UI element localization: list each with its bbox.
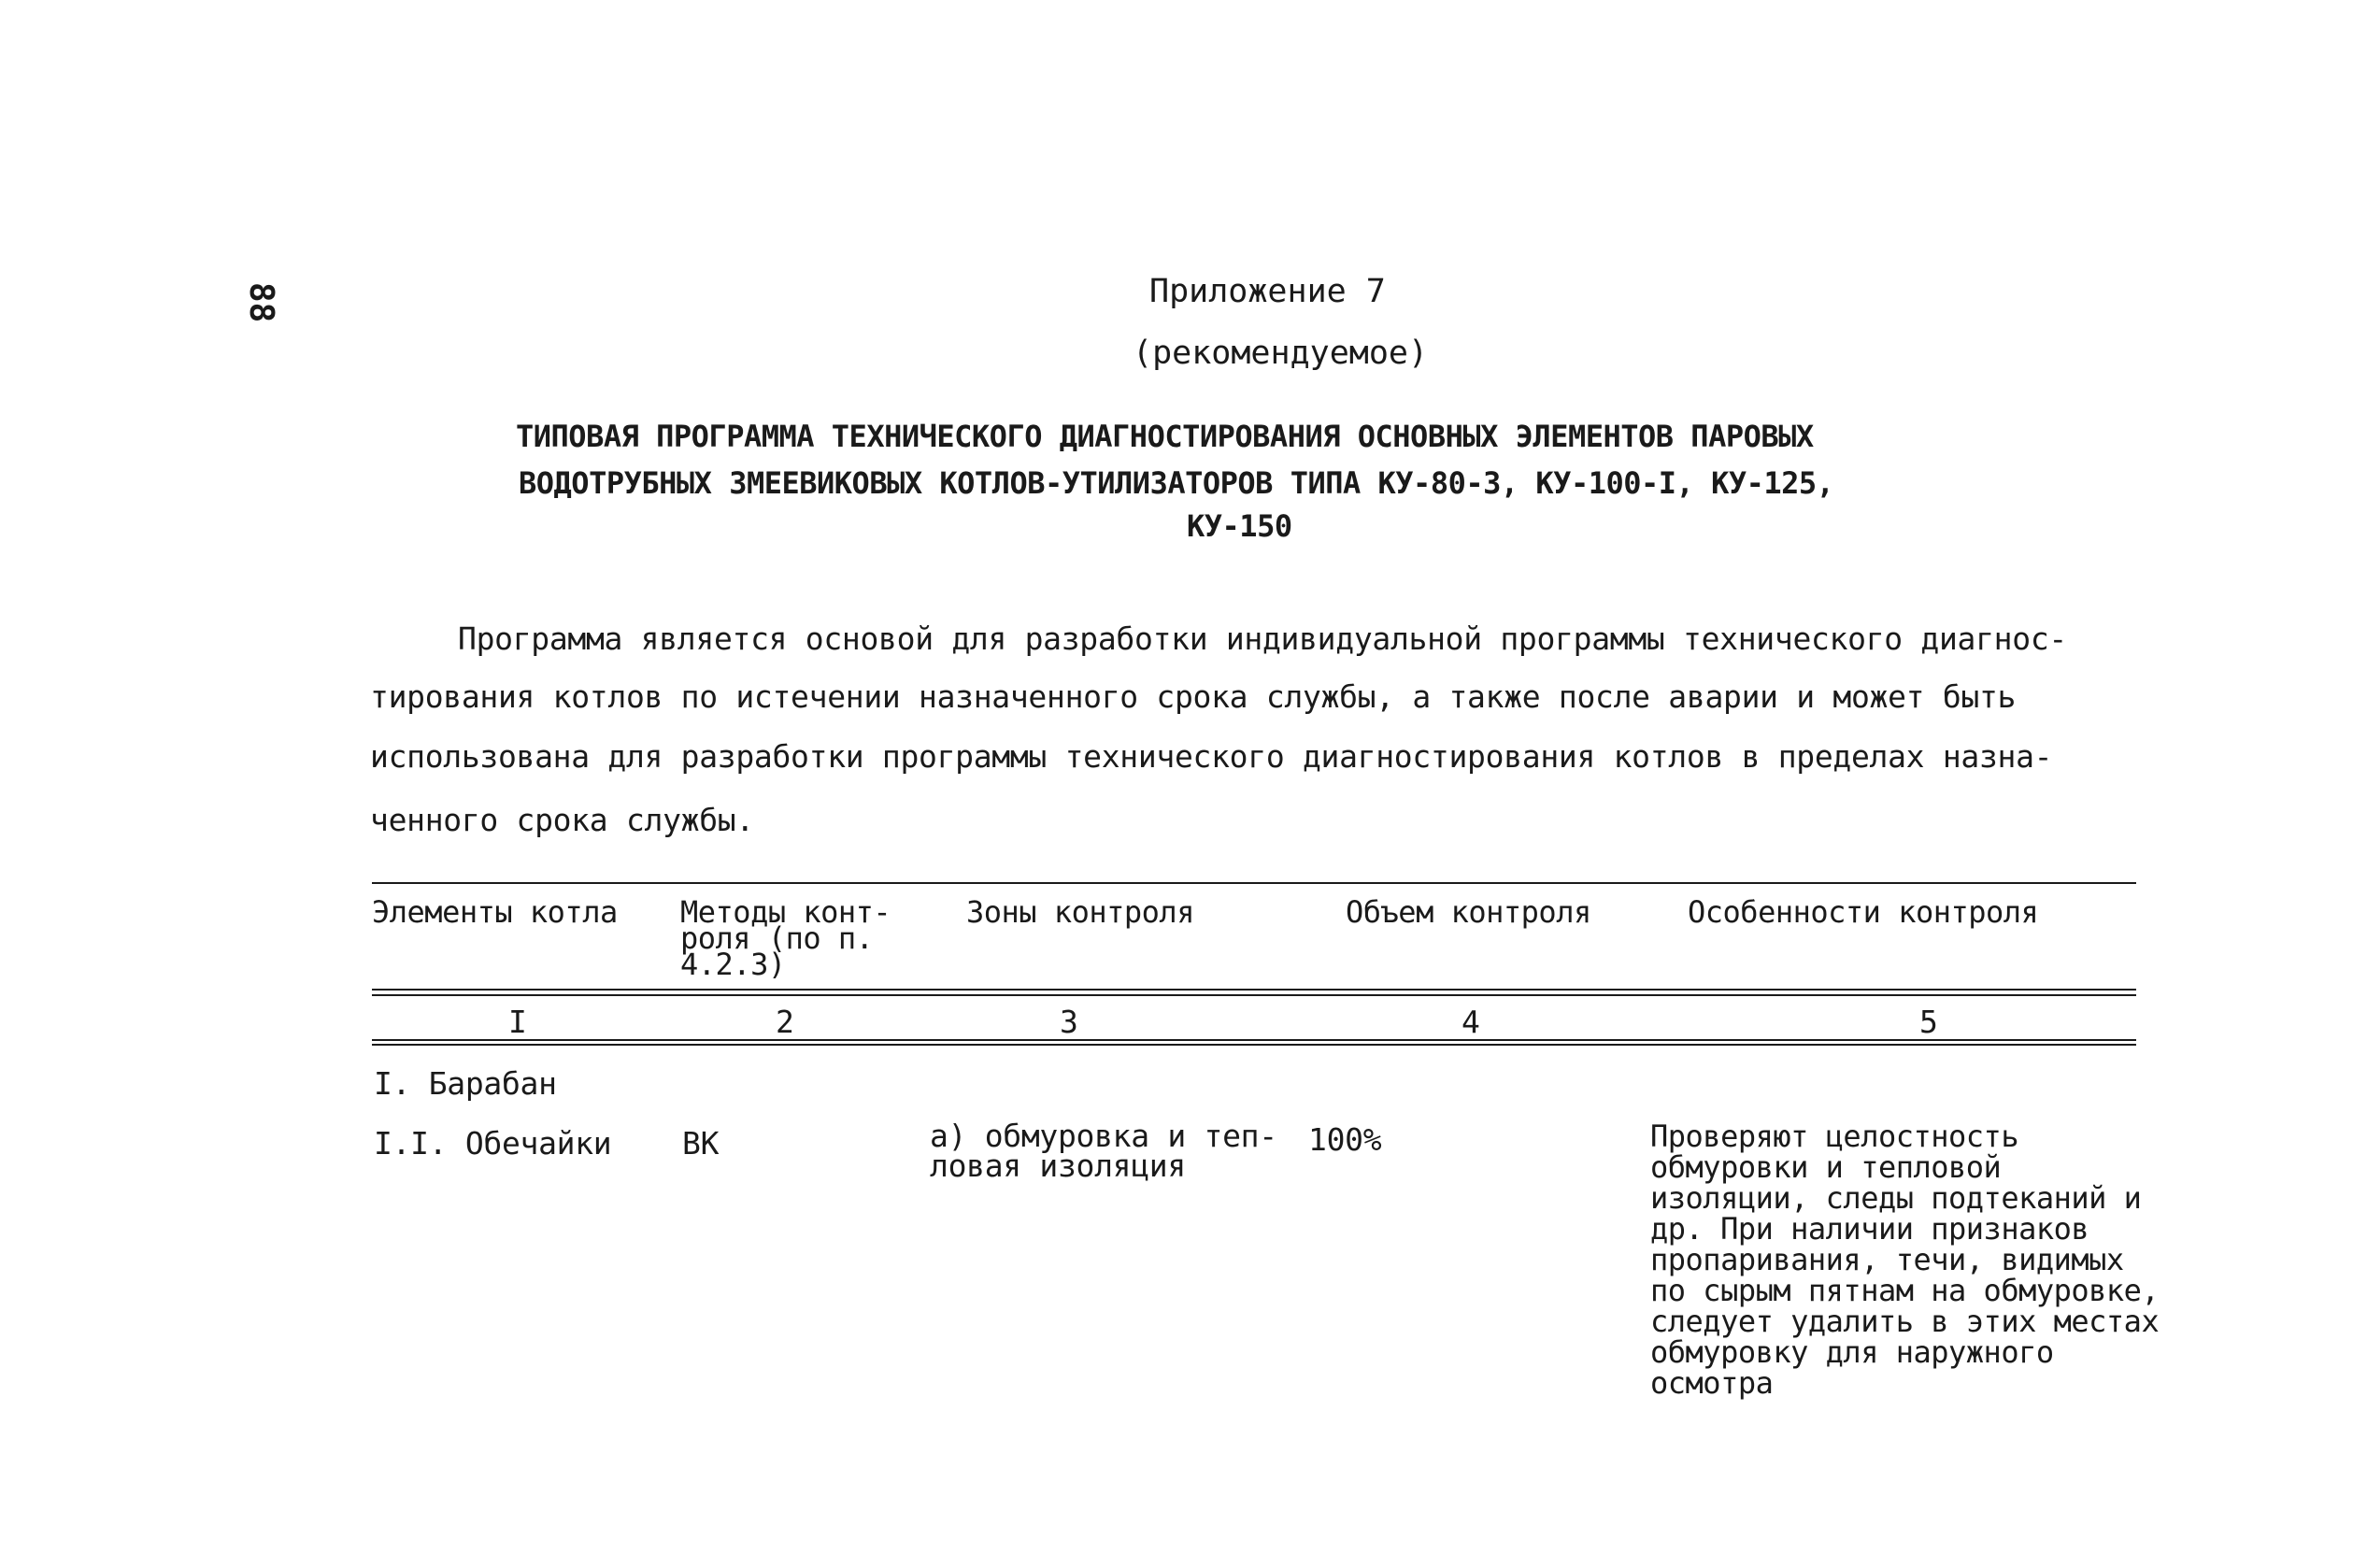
row-method: ВК [682, 1125, 720, 1162]
table-header-rule-double [372, 994, 2136, 996]
table-number-rule-double [372, 1044, 2136, 1046]
table-top-rule [372, 882, 2136, 884]
header-zones: Зоны контроля [966, 894, 1194, 930]
intro-paragraph-line-2: тирования котлов по истечении назначенного срока службы, а также после аварии и может быть [370, 678, 2017, 715]
column-number-2: 2 [776, 1004, 794, 1040]
header-elements: Элементы котла [372, 894, 618, 930]
page-number: 88 [242, 282, 280, 323]
column-number-3: 3 [1060, 1004, 1078, 1040]
section-title: I. Барабан [374, 1065, 557, 1102]
intro-paragraph-line-4: ченного срока службы. [370, 802, 754, 838]
column-number-5: 5 [1919, 1004, 1938, 1040]
document-title-line-1: ТИПОВАЯ ПРОГРАММА ТЕХНИЧЕСКОГО ДИАГНОСТИРОВАНИЯ ОСНОВНЫХ ЭЛЕМЕНТОВ ПАРОВЫХ [516, 419, 1814, 454]
column-number-1: I [508, 1004, 527, 1040]
appendix-label: Приложение 7 [1149, 273, 1386, 310]
header-features: Особенности контроля [1688, 894, 2039, 930]
intro-paragraph-line-3: использована для разработки программы технического диагностирования котлов в пределах назна- [370, 738, 2053, 775]
column-number-4: 4 [1462, 1004, 1480, 1040]
document-title-line-3: КУ-150 [1187, 508, 1292, 544]
appendix-status: (рекомендуемое) [1133, 335, 1429, 372]
row-volume: 100% [1308, 1121, 1382, 1158]
table-header-rule [372, 989, 2136, 991]
document-title-line-2: ВОДОТРУБНЫХ ЗМЕЕВИКОВЫХ КОТЛОВ-УТИЛИЗАТОРОВ ТИПА КУ-80-3, КУ-100-I, КУ-125, [519, 465, 1834, 501]
header-volume: Объем контроля [1346, 894, 1591, 930]
table-number-rule [372, 1039, 2136, 1041]
row-features: Проверяют целостность обмуровки и тепловой изоляции, следы подтеканий и др. При наличии признаков пропаривания, течи, видимых по сырым пятнам на обмуровке, следует удалить в этих местах обмуровку для наружного осмотра [1650, 1119, 2160, 1401]
intro-paragraph-line-1: Программа является основой для разработки индивидуальной программы технического диагнос- [458, 620, 2067, 657]
row-zone: а) обмуровка и теп- ловая изоляция [930, 1118, 1277, 1184]
header-methods: Методы конт-роля (по п. 4.2.3) [680, 894, 891, 982]
row-element: I.I. Обечайки [374, 1125, 612, 1162]
